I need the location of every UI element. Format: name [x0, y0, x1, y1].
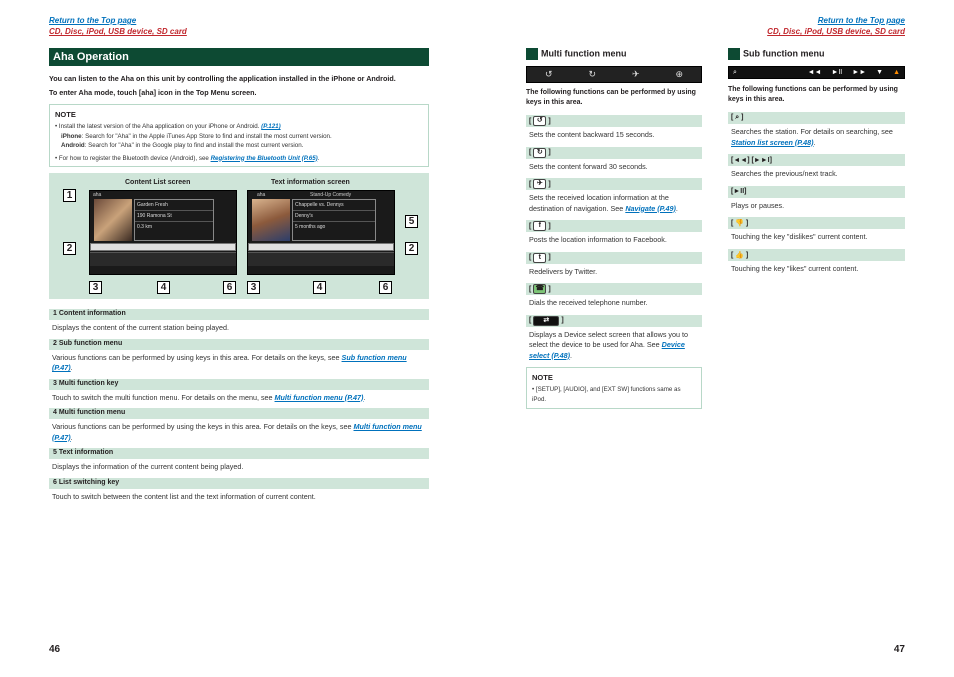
note-title: NOTE — [55, 110, 76, 119]
callout-2b: 2 — [405, 242, 418, 255]
note-android: Android: Search for "Aha" in the Google play to find and install the most current version. — [61, 142, 304, 149]
p121-link[interactable]: (P.121) — [261, 123, 281, 130]
page-number-left: 46 — [49, 644, 61, 655]
note-box — [49, 104, 429, 167]
item-head: 2 Sub function menu — [49, 339, 429, 350]
dislike-key[interactable]: [ 👎 ] — [728, 217, 905, 229]
multi-function-bar — [90, 252, 236, 266]
key-row: [ ⇄ ] — [526, 315, 702, 327]
list-item[interactable]: 190 Ramona St — [135, 211, 213, 222]
crumb-link[interactable]: CD, Disc, iPod, USB device, SD card — [49, 27, 187, 36]
item-desc: Various functions can be performed by using keys in this area. For details on the keys, see Sub function menu (P.47). — [52, 352, 407, 372]
item-desc: Touch to switch the multi function menu. For details on the menu, see Multi function menu (P.47). — [52, 392, 366, 402]
callout-3b: 3 — [247, 281, 260, 294]
station-list-link[interactable]: Station list screen (P.48) — [731, 137, 814, 147]
mid-intro: The following functions can be performed by using keys in this area. — [526, 89, 696, 106]
list-item[interactable]: Garden Fresh — [135, 200, 213, 211]
forward-30-icon: ↻ — [588, 69, 597, 79]
artist-image — [252, 199, 290, 241]
key-row: [ ✈ ] — [526, 178, 702, 190]
rewind-15-icon: ↺ — [544, 69, 553, 79]
mid-note-text: • [SETUP], [AUDIO], and [EXT SW] functions same as iPod. — [532, 386, 681, 403]
device-select-link[interactable]: Device select (P.48) — [529, 340, 685, 360]
intro-text-2: To enter Aha mode, touch [aha] icon in the Top Menu screen. — [49, 87, 257, 97]
item-head: 6 List switching key — [49, 478, 429, 489]
key-row: [ ☎ ] — [526, 283, 702, 295]
navigate-icon: ✈ — [631, 69, 640, 79]
facebook-icon[interactable]: f — [533, 221, 546, 231]
page-number-right: 47 — [893, 644, 905, 655]
screen-figure — [49, 173, 429, 299]
callout-1: 1 — [63, 189, 76, 202]
list-item: 5 months ago — [295, 224, 326, 230]
item-desc: Touch to switch between the content list and the text information of current content. — [52, 491, 316, 501]
key-row: [ ↺ ] — [526, 115, 702, 127]
content-list-screen — [89, 190, 237, 275]
mid-note-box — [526, 367, 702, 409]
item-desc: Displays the information of the current content being played. — [52, 462, 244, 471]
device-icon: ⊕ — [675, 69, 684, 79]
mid-note-title: NOTE — [532, 373, 553, 382]
search-key[interactable]: [ ⌕ ] — [728, 112, 905, 124]
fig-label-right: Text information screen — [271, 179, 350, 186]
multi-function-bar-image — [526, 66, 702, 83]
sub-keys — [728, 112, 905, 274]
middle-column — [526, 48, 702, 409]
item-desc: Displays the content of the current station being played. — [52, 323, 229, 332]
item-desc: Various functions can be performed by using the keys in this area. For details on the keys, see Multi function menu (P.47). — [52, 422, 422, 442]
list-item: Chappelle vs. Dennys — [293, 200, 375, 211]
twitter-icon[interactable]: t — [533, 253, 546, 263]
sub-function-link[interactable]: Sub function menu (P.47) — [52, 352, 407, 372]
header-left — [49, 15, 187, 37]
key-desc: Searches the previous/next track. — [731, 169, 838, 178]
sub-function-title: Sub function menu — [728, 48, 905, 60]
key-desc: Touching the key "dislikes" current content. — [731, 232, 868, 241]
key-desc: Plays or pauses. — [731, 200, 785, 210]
play-pause-icon: ►II — [831, 69, 843, 76]
right-column — [728, 48, 905, 280]
header-right — [767, 15, 905, 37]
callout-6b: 6 — [379, 281, 392, 294]
key-desc: Displays a Device select screen that allows you to select the device to be used for Aha. See Device select (P.48). — [529, 329, 688, 360]
key-desc: Searches the station. For details on searching, see Station list screen (P.48). — [731, 127, 893, 147]
text-info-list — [292, 199, 376, 241]
multi-function-link[interactable]: Multi function menu (P.47) — [274, 392, 364, 402]
next-track-icon: ►► — [852, 69, 867, 76]
navigate-link[interactable]: Navigate (P.49) — [625, 203, 676, 213]
key-row: [ t ] — [526, 252, 702, 264]
left-column — [49, 48, 429, 507]
note-iphone: iPhone: Search for "Aha" in the Apple iTunes App Store to find and install the most current version. — [61, 132, 332, 140]
key-desc: Touching the key "likes" current content. — [731, 263, 859, 273]
multi-function-bar-2 — [248, 252, 394, 266]
prev-next-key[interactable]: [◄◄] [►►I] — [728, 154, 905, 166]
station-title: Stand-Up Comedy — [310, 192, 352, 198]
key-desc: Posts the location information to Facebook. — [529, 235, 667, 244]
multi-keys — [526, 115, 702, 361]
key-desc: Sets the received location information at the destination of navigation. See Navigate (P.49). — [529, 193, 678, 213]
forward-30-icon[interactable]: ↻ — [533, 148, 546, 158]
crumb-link-right[interactable]: CD, Disc, iPod, USB device, SD card — [767, 27, 905, 36]
intro-text-1: You can listen to the Aha on this unit by controlling the application installed in the iPhone or Android. — [49, 74, 396, 83]
return-top-link[interactable]: Return to the Top page — [49, 16, 137, 25]
key-desc: Sets the content forward 30 seconds. — [529, 161, 648, 171]
phone-icon[interactable]: ☎ — [533, 284, 546, 294]
sub-function-bar-2 — [248, 243, 394, 251]
key-desc: Redelivers by Twitter. — [529, 266, 598, 276]
callout-2: 2 — [63, 242, 76, 255]
prev-track-icon: ◄◄ — [807, 69, 822, 76]
multi-function-title: Multi function menu — [526, 48, 702, 60]
note-bullet-2: • For how to register the Bluetooth device (Android), see Registering the Bluetooth Unit (P.65). — [55, 154, 320, 162]
callout-6: 6 — [223, 281, 236, 294]
search-icon: ⌕ — [733, 68, 737, 76]
callout-3: 3 — [89, 281, 102, 294]
callout-4b: 4 — [313, 281, 326, 294]
device-select-icon[interactable]: ⇄ — [533, 316, 559, 326]
items-list — [49, 309, 429, 502]
return-top-link-right[interactable]: Return to the Top page — [817, 16, 905, 25]
key-row: [ f ] — [526, 220, 702, 232]
navigate-icon[interactable]: ✈ — [533, 179, 546, 189]
sub-function-bar — [90, 243, 236, 251]
callout-5: 5 — [405, 215, 418, 228]
aha-logo-2: aha — [257, 192, 266, 198]
note-bullet-1: • Install the latest version of the Aha application on your iPhone or Android. (P.121) — [55, 123, 281, 130]
right-intro: The following functions can be performed by using keys in this area. — [728, 86, 898, 103]
multi-function-link-2[interactable]: Multi function menu (P.47) — [52, 422, 422, 442]
fig-label-left: Content List screen — [125, 179, 191, 186]
section-title: Aha Operation — [49, 48, 429, 66]
like-icon: ▲ — [893, 69, 900, 76]
list-item[interactable]: 0.3 km — [137, 224, 153, 230]
aha-logo: aha — [93, 192, 102, 198]
key-row: [ ↻ ] — [526, 147, 702, 159]
item-head: 1 Content information — [49, 309, 429, 320]
item-head: 5 Text information — [49, 448, 429, 459]
bluetooth-link[interactable]: Registering the Bluetooth Unit (P.65) — [210, 154, 318, 162]
dislike-icon: ▼ — [876, 69, 884, 76]
callout-4: 4 — [157, 281, 170, 294]
sub-function-bar-image — [728, 66, 905, 79]
play-pause-key[interactable]: [►II] — [728, 186, 905, 198]
rewind-15-icon[interactable]: ↺ — [533, 116, 546, 126]
content-info-list — [134, 199, 214, 241]
list-item: Denny's — [293, 211, 375, 222]
key-desc: Sets the content backward 15 seconds. — [529, 130, 655, 139]
item-head: 3 Multi function key — [49, 379, 429, 390]
like-key[interactable]: [ 👍 ] — [728, 249, 905, 261]
text-info-screen — [247, 190, 395, 275]
key-desc: Dials the received telephone number. — [529, 298, 648, 307]
item-head: 4 Multi function menu — [49, 408, 429, 419]
station-image — [94, 199, 132, 241]
